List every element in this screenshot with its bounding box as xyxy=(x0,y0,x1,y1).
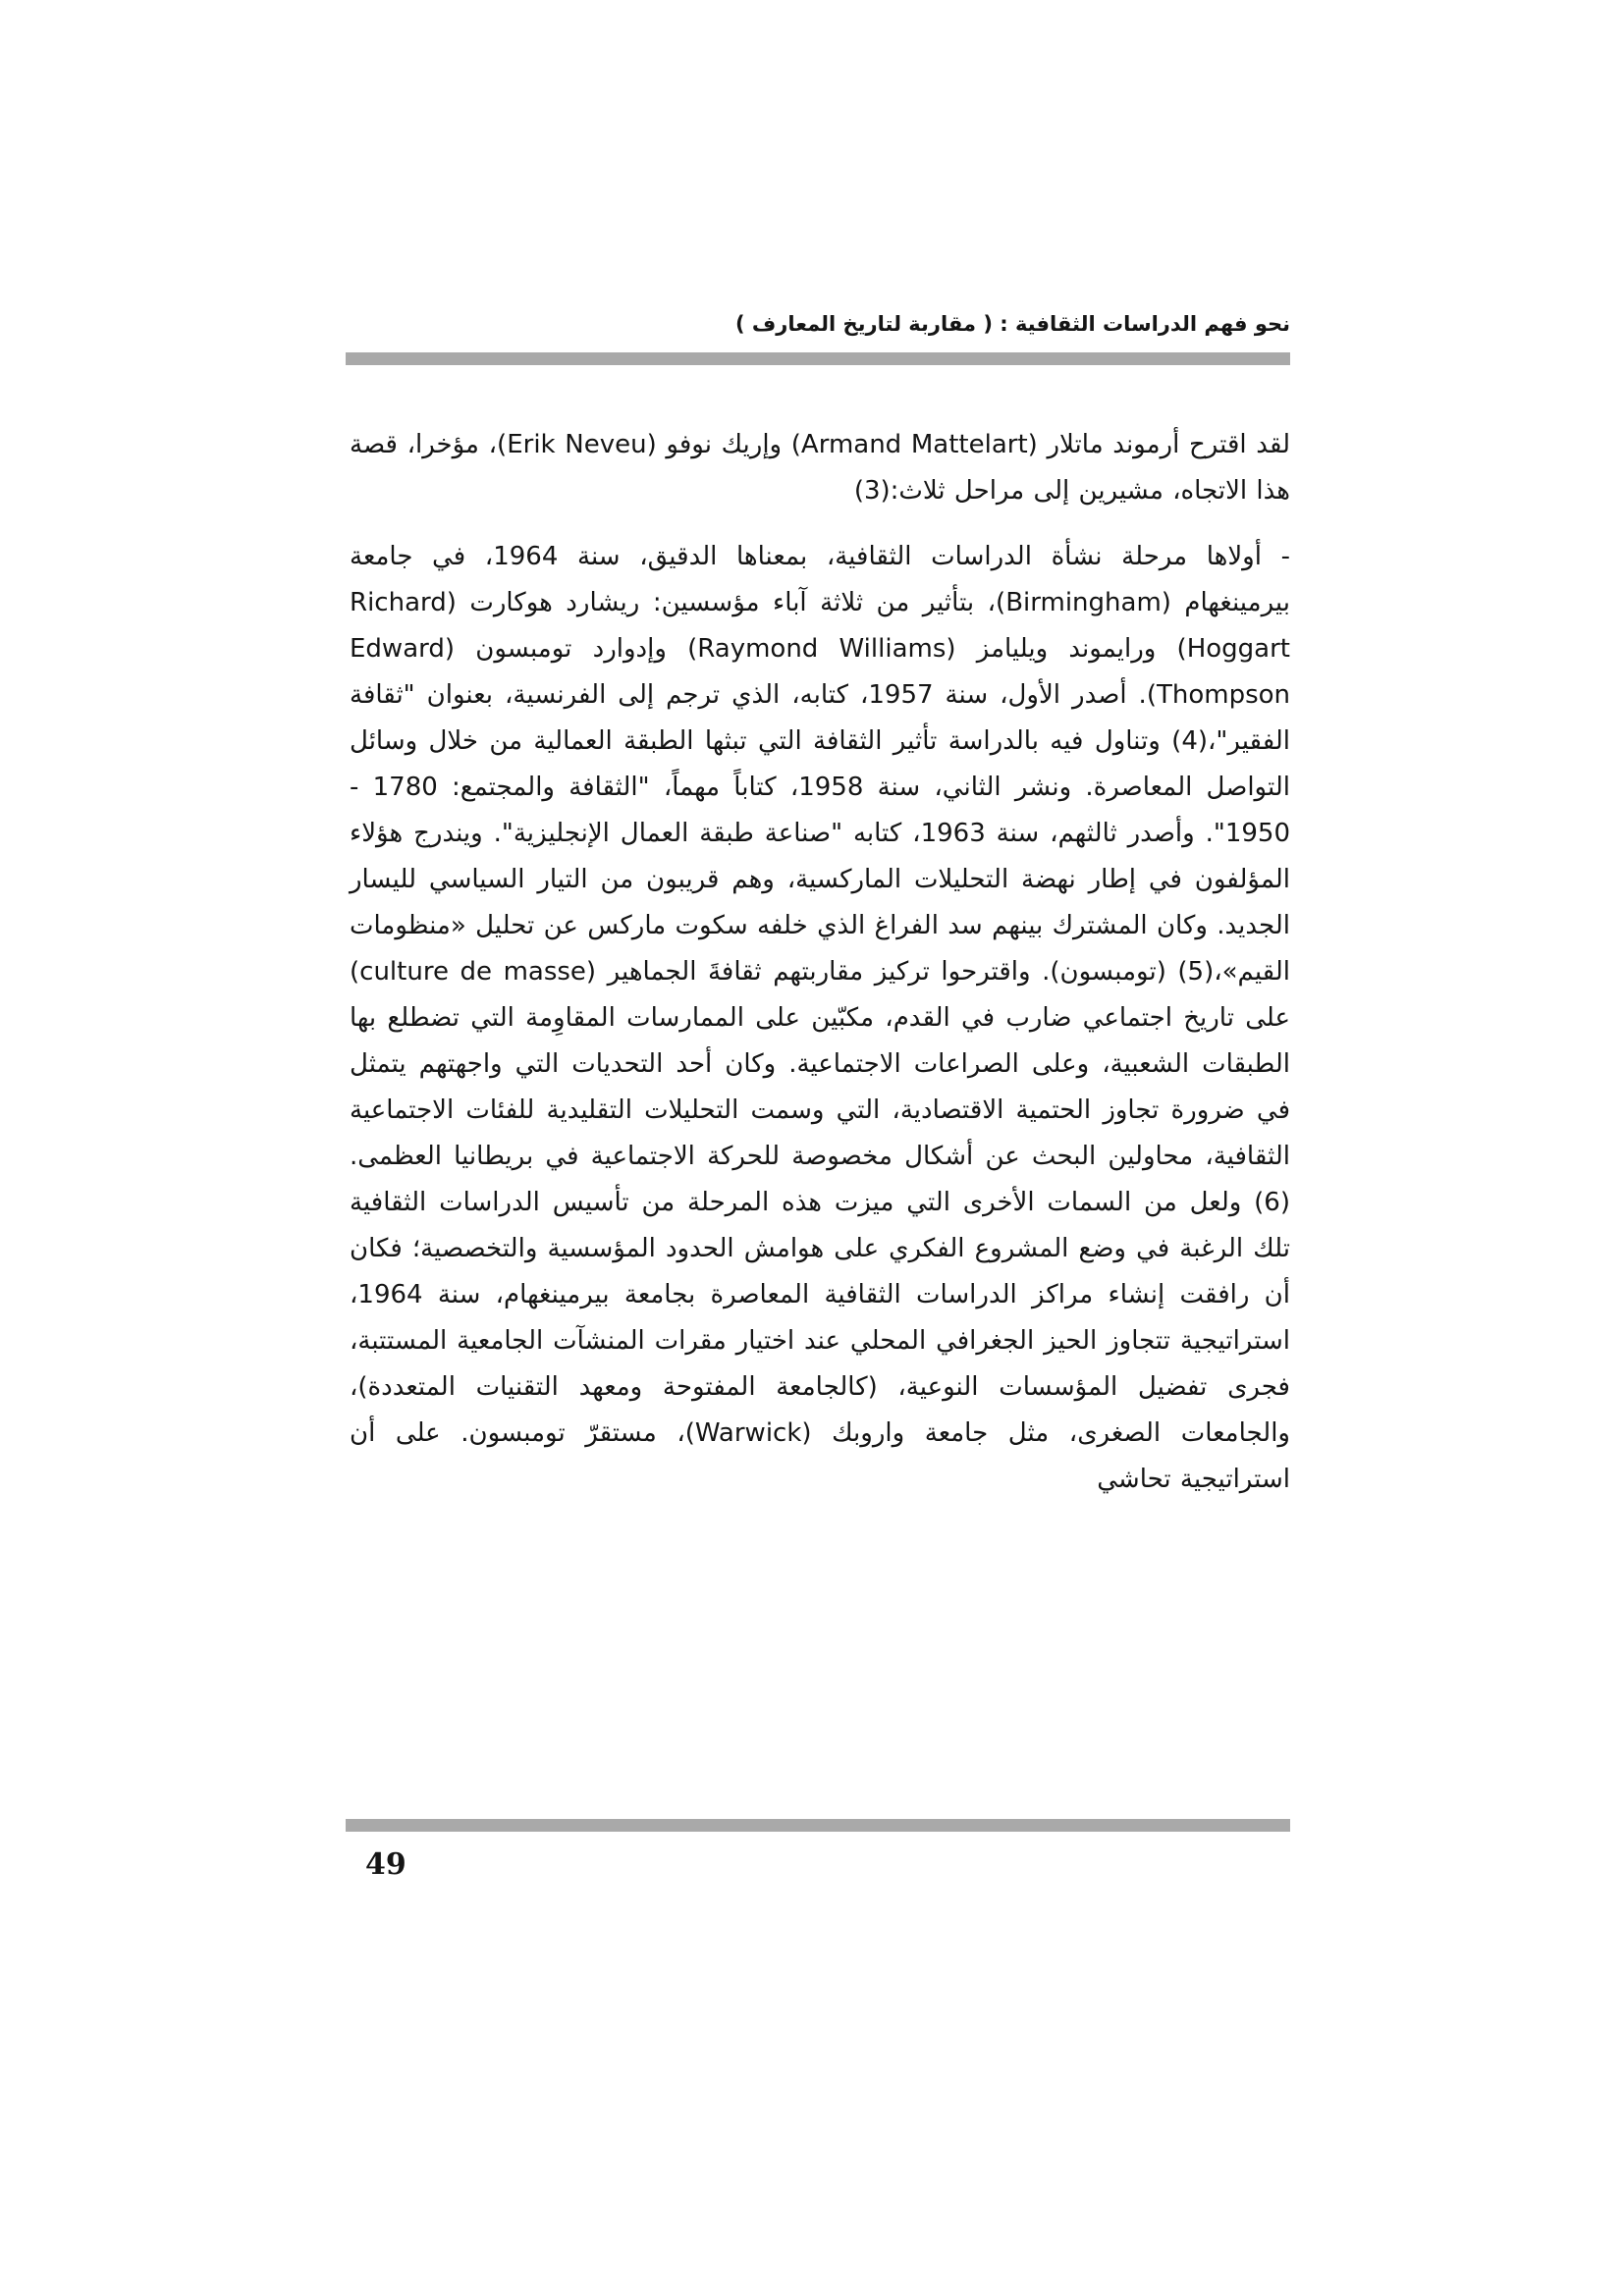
running-head-title: نحو فهم الدراسات الثقافية : ( مقاربة لتاريخ المعارف ) xyxy=(734,312,1290,336)
footer-rule xyxy=(346,1819,1290,1832)
paragraph-first-phase: - أولاها مرحلة نشأة الدراسات الثقافية، بمعناها الدقيق، سنة 1964، في جامعة بيرمينغهام (Birmingham)، بتأثير من ثلاثة آباء مؤسسين: ريشارد هوكارت (Richard Hoggart) ورايموند ويليامز (Raymond Williams) وإدوارد تومبسون (Edward Thompson). أصدر الأول، سنة 1957، كتابه، الذي ترجم إلى الفرنسية، بعنوان "ثقافة الفقير"،(4) وتناول فيه بالدراسة تأثير الثقافة التي تبثها الطبقة العمالية من خلال وسائل التواصل المعاصرة. ونشر الثاني، سنة 1958، كتاباً مهماً، "الثقافة والمجتمع: 1780 - 1950". وأصدر ثالثهم، سنة 1963، كتابه "صناعة طبقة العمال الإنجليزية". ويندرج هؤلاء المؤلفون في إطار نهضة التحليلات الماركسية، وهم قريبون من التيار السياسي لليسار الجديد. وكان المشترك بينهم سد الفراغ الذي خلفه سكوت ماركس عن تحليل «منظومات القيم»،(5) (تومبسون). واقترحوا تركيز مقاربتهم ثقافةَ الجماهير (culture de masse) على تاريخ اجتماعي ضارب في القدم، مكبّين على الممارسات المقاوِمة التي تضطلع بها الطبقات الشعبية، وعلى الصراعات الاجتماعية. وكان أحد التحديات التي واجهتهم يتمثل في ضرورة تجاوز الحتمية الاقتصادية، التي وسمت التحليلات التقليدية للفئات الاجتماعية الثقافية، محاولين البحث عن أشكال مخصوصة للحركة الاجتماعية في بريطانيا العظمى.(6) ولعل من السمات الأخرى التي ميزت هذه المرحلة من تأسيس الدراسات الثقافية تلك الرغبة في وضع المشروع الفكري على هوامش الحدود المؤسسية والتخصصية؛ فكان أن رافقت إنشاء مراكز الدراسات الثقافية المعاصرة بجامعة بيرمينغهام، سنة 1964، استراتيجية تتجاوز الحيز الجغرافي المحلي عند اختيار مقرات المنشآت الجامعية المستتبة، فجرى تفضيل المؤسسات النوعية، (كالجامعة المفتوحة ومعهد التقنيات المتعددة)، والجامعات الصغرى، مثل جامعة واروبك (Warwick)، مستقرّ تومبسون. على أن استراتيجية تحاشي xyxy=(350,542,1290,1494)
page-number: 49 xyxy=(365,1847,406,1882)
body-text xyxy=(350,422,1290,1503)
paragraph-intro: لقد اقترح أرموند ماتلار (Armand Mattelart) وإريك نوفو (Erik Neveu)، مؤخرا، قصة هذا الاتجاه، مشيرين إلى مراحل ثلاث:(3) xyxy=(350,430,1291,506)
header-rule xyxy=(346,352,1290,365)
